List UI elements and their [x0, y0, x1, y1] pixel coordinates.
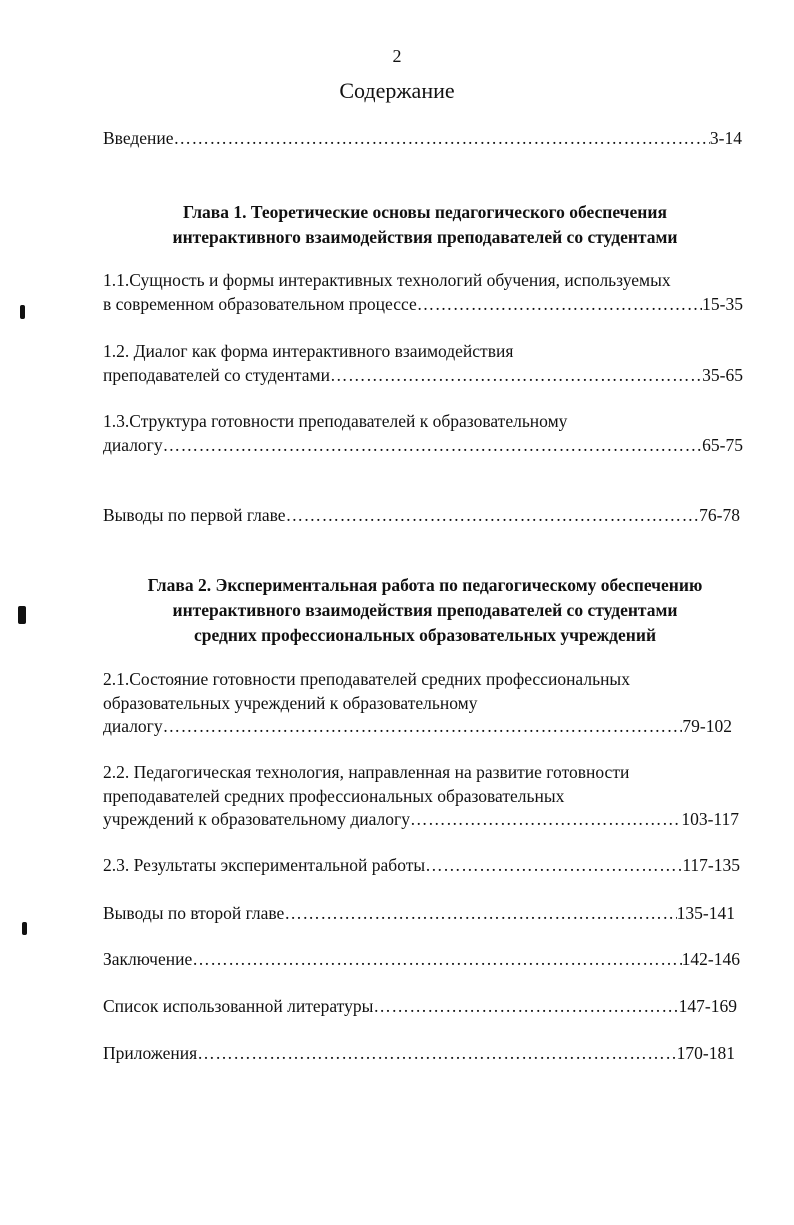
toc-entry-section-1-3[interactable]: [103, 410, 743, 457]
toc-entry-line: 2.3. Результаты экспериментальной работы: [103, 855, 426, 875]
chapter-heading-line: интерактивного взаимодействия преподавателей со студентами: [172, 227, 678, 247]
toc-page-range: 117-135: [682, 855, 740, 875]
toc-page-range: 79-102: [682, 716, 732, 736]
toc-page-range: 103-117: [681, 809, 739, 829]
dot-leader: [163, 715, 683, 739]
dot-leader: [410, 808, 681, 832]
toc-page-range: 65-75: [702, 434, 743, 455]
toc-entry-section-2-3[interactable]: [103, 854, 740, 878]
toc-entry-section-2-2[interactable]: [103, 761, 739, 832]
toc-entry-section-1-2[interactable]: [103, 340, 743, 387]
toc-entry-line: преподавателей со студентами: [103, 364, 330, 385]
toc-page-range: 142-146: [681, 949, 740, 969]
toc-entry-line: в современном образовательном процессе: [103, 293, 417, 314]
toc-entry-line: 1.2. Диалог как форма интерактивного взаимодействия: [103, 341, 514, 361]
toc-entry-line: 1.3.Структура готовности преподавателей к образовательному: [103, 411, 568, 431]
toc-entry-introduction[interactable]: [103, 127, 742, 151]
dot-leader: [192, 948, 681, 972]
toc-page-range: 135-141: [676, 903, 735, 923]
chapter-heading-line: Глава 1. Теоретические основы педагогического обеспечения: [183, 202, 667, 222]
toc-entry-line: преподавателей средних профессиональных образовательных: [103, 785, 565, 806]
toc-entry-line: 1.1.Сущность и формы интерактивных технологий обучения, используемых: [103, 270, 671, 290]
dot-leader: [330, 364, 702, 388]
chapter-2-heading: [100, 573, 750, 648]
dot-leader: [163, 434, 703, 458]
dot-leader: [284, 902, 676, 926]
toc-entry-conclusion[interactable]: [103, 948, 740, 972]
toc-entry-line: образовательных учреждений к образовательному: [103, 692, 478, 713]
toc-page-range: 147-169: [678, 996, 737, 1016]
dot-leader: [197, 1042, 676, 1066]
toc-page-range: 35-65: [702, 364, 743, 385]
toc-entry-text: Приложения: [103, 1043, 198, 1063]
toc-page-range: 15-35: [702, 293, 743, 314]
toc-entry-bibliography[interactable]: [103, 995, 737, 1019]
toc-entry-text: Выводы по первой главе: [103, 505, 286, 525]
toc-page-range: 76-78: [699, 505, 740, 525]
page-number: 2: [392, 46, 402, 66]
page-title: Содержание: [339, 78, 455, 103]
toc-entry-line: учреждений к образовательному диалогу: [103, 809, 410, 829]
toc-entry-line: диалогу: [103, 716, 163, 736]
toc-entry-text: Заключение: [103, 949, 193, 969]
toc-entry-appendices[interactable]: [103, 1042, 735, 1066]
dot-leader: [373, 995, 678, 1019]
toc-entry-text: Список использованной литературы: [103, 996, 374, 1016]
chapter-1-heading: [100, 200, 750, 250]
toc-entry-text: Введение: [103, 128, 174, 148]
toc-entry-section-1-1[interactable]: [103, 269, 743, 316]
toc-entry-section-2-1[interactable]: [103, 668, 732, 739]
chapter-heading-line: Глава 2. Экспериментальная работа по педагогическому обеспечению: [147, 575, 703, 595]
toc-page-range: 170-181: [676, 1043, 735, 1063]
dot-leader: [286, 504, 700, 528]
scan-mark: [22, 922, 27, 935]
chapter-heading-line: интерактивного взаимодействия преподавателей со студентами: [172, 600, 678, 620]
toc-page-range: 3-14: [709, 128, 742, 148]
chapter-heading-line: средних профессиональных образовательных учреждений: [193, 625, 657, 645]
dot-leader: [417, 293, 702, 317]
dot-leader: [425, 854, 682, 878]
toc-entry-line: 2.2. Педагогическая технология, направленная на развитие готовности: [103, 762, 630, 782]
scan-mark: [18, 606, 26, 624]
toc-entry-line: 2.1.Состояние готовности преподавателей средних профессиональных: [103, 669, 630, 689]
dot-leader: [174, 127, 710, 151]
toc-entry-chapter-1-conclusions[interactable]: [103, 504, 740, 528]
scan-mark: [20, 305, 25, 319]
toc-entry-line: диалогу: [103, 434, 163, 455]
toc-entry-text: Выводы по второй главе: [103, 903, 285, 923]
toc-entry-chapter-2-conclusions[interactable]: [103, 902, 735, 926]
